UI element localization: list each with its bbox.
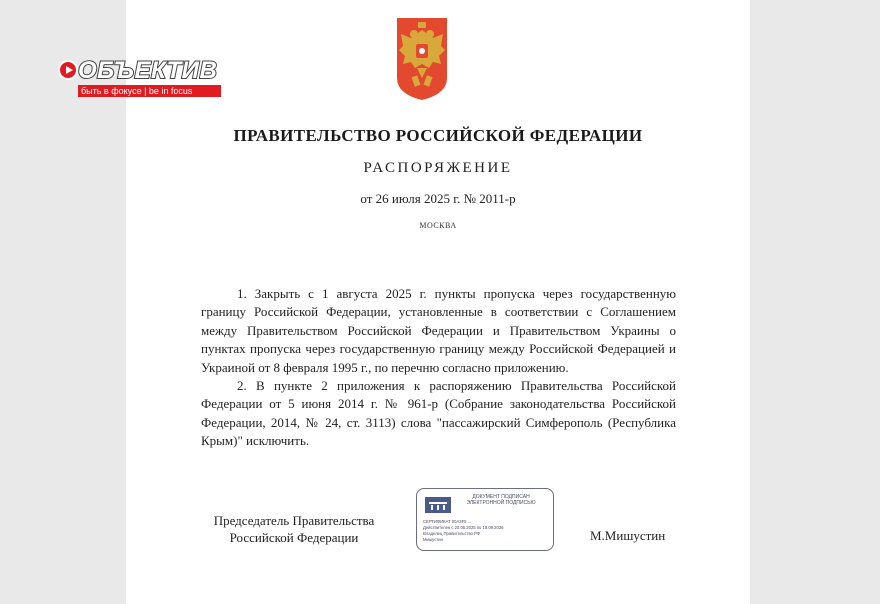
paragraph-1: 1. Закрыть с 1 августа 2025 г. пункты пропуска через государственную границу Российской Федерации, установленные в соответствии с Соглашением между Правительством Российской Федерации и Правительством Украины о пунктах пропуска через государственную границу между Российской Федерацией и Украиной от 8 февраля 1995 г., по перечню согласно приложению.: [201, 286, 676, 375]
objektiv-logo: [58, 58, 228, 100]
document-type: РАСПОРЯЖЕНИЕ: [363, 160, 513, 176]
document-city: МОСКВА: [419, 221, 457, 230]
stamp-line: Действителен с 20.06.2025 по 19.09.2026: [423, 525, 504, 530]
signer-title-line1: Председатель Правительства: [213, 513, 375, 528]
signer-title-line2: Российской Федерации: [229, 530, 359, 545]
issuer-heading: ПРАВИТЕЛЬСТВО РОССИЙСКОЙ ФЕДЕРАЦИИ: [233, 126, 643, 145]
electronic-signature-stamp: [416, 488, 554, 551]
government-building-icon: [425, 497, 451, 513]
stamp-header: ДОКУМЕНТ ПОДПИСАН ЭЛЕКТРОННОЙ ПОДПИСЬЮ: [466, 494, 536, 506]
signer-title: [201, 512, 387, 546]
stamp-line: СЕРТИФИКАТ 00A3F5 ...: [423, 519, 472, 524]
document-body: [201, 285, 676, 451]
coat-of-arms-emblem: [395, 16, 449, 102]
stamp-line: Владелец Правительство РФ: [423, 531, 481, 536]
paragraph-2: 2. В пункте 2 приложения к распоряжению Правительства Российской Федерации от 5 июня 2014 г. № 961-р (Собрание законодательства Российской Федерации, 2014, № 24, ст. 3113) слова "пассажирский Симферополь (Республика Крым)" исключить.: [201, 378, 676, 449]
logo-tagline: быть в фокусе | be in focus: [78, 85, 221, 97]
logo-wordmark: ОБЪЕКТИВ: [78, 57, 218, 84]
signer-name: М.Мишустин: [590, 528, 666, 543]
document-date-number: от 26 июля 2025 г. № 2011-р: [360, 191, 516, 206]
stamp-line: Мишустин: [423, 537, 443, 542]
